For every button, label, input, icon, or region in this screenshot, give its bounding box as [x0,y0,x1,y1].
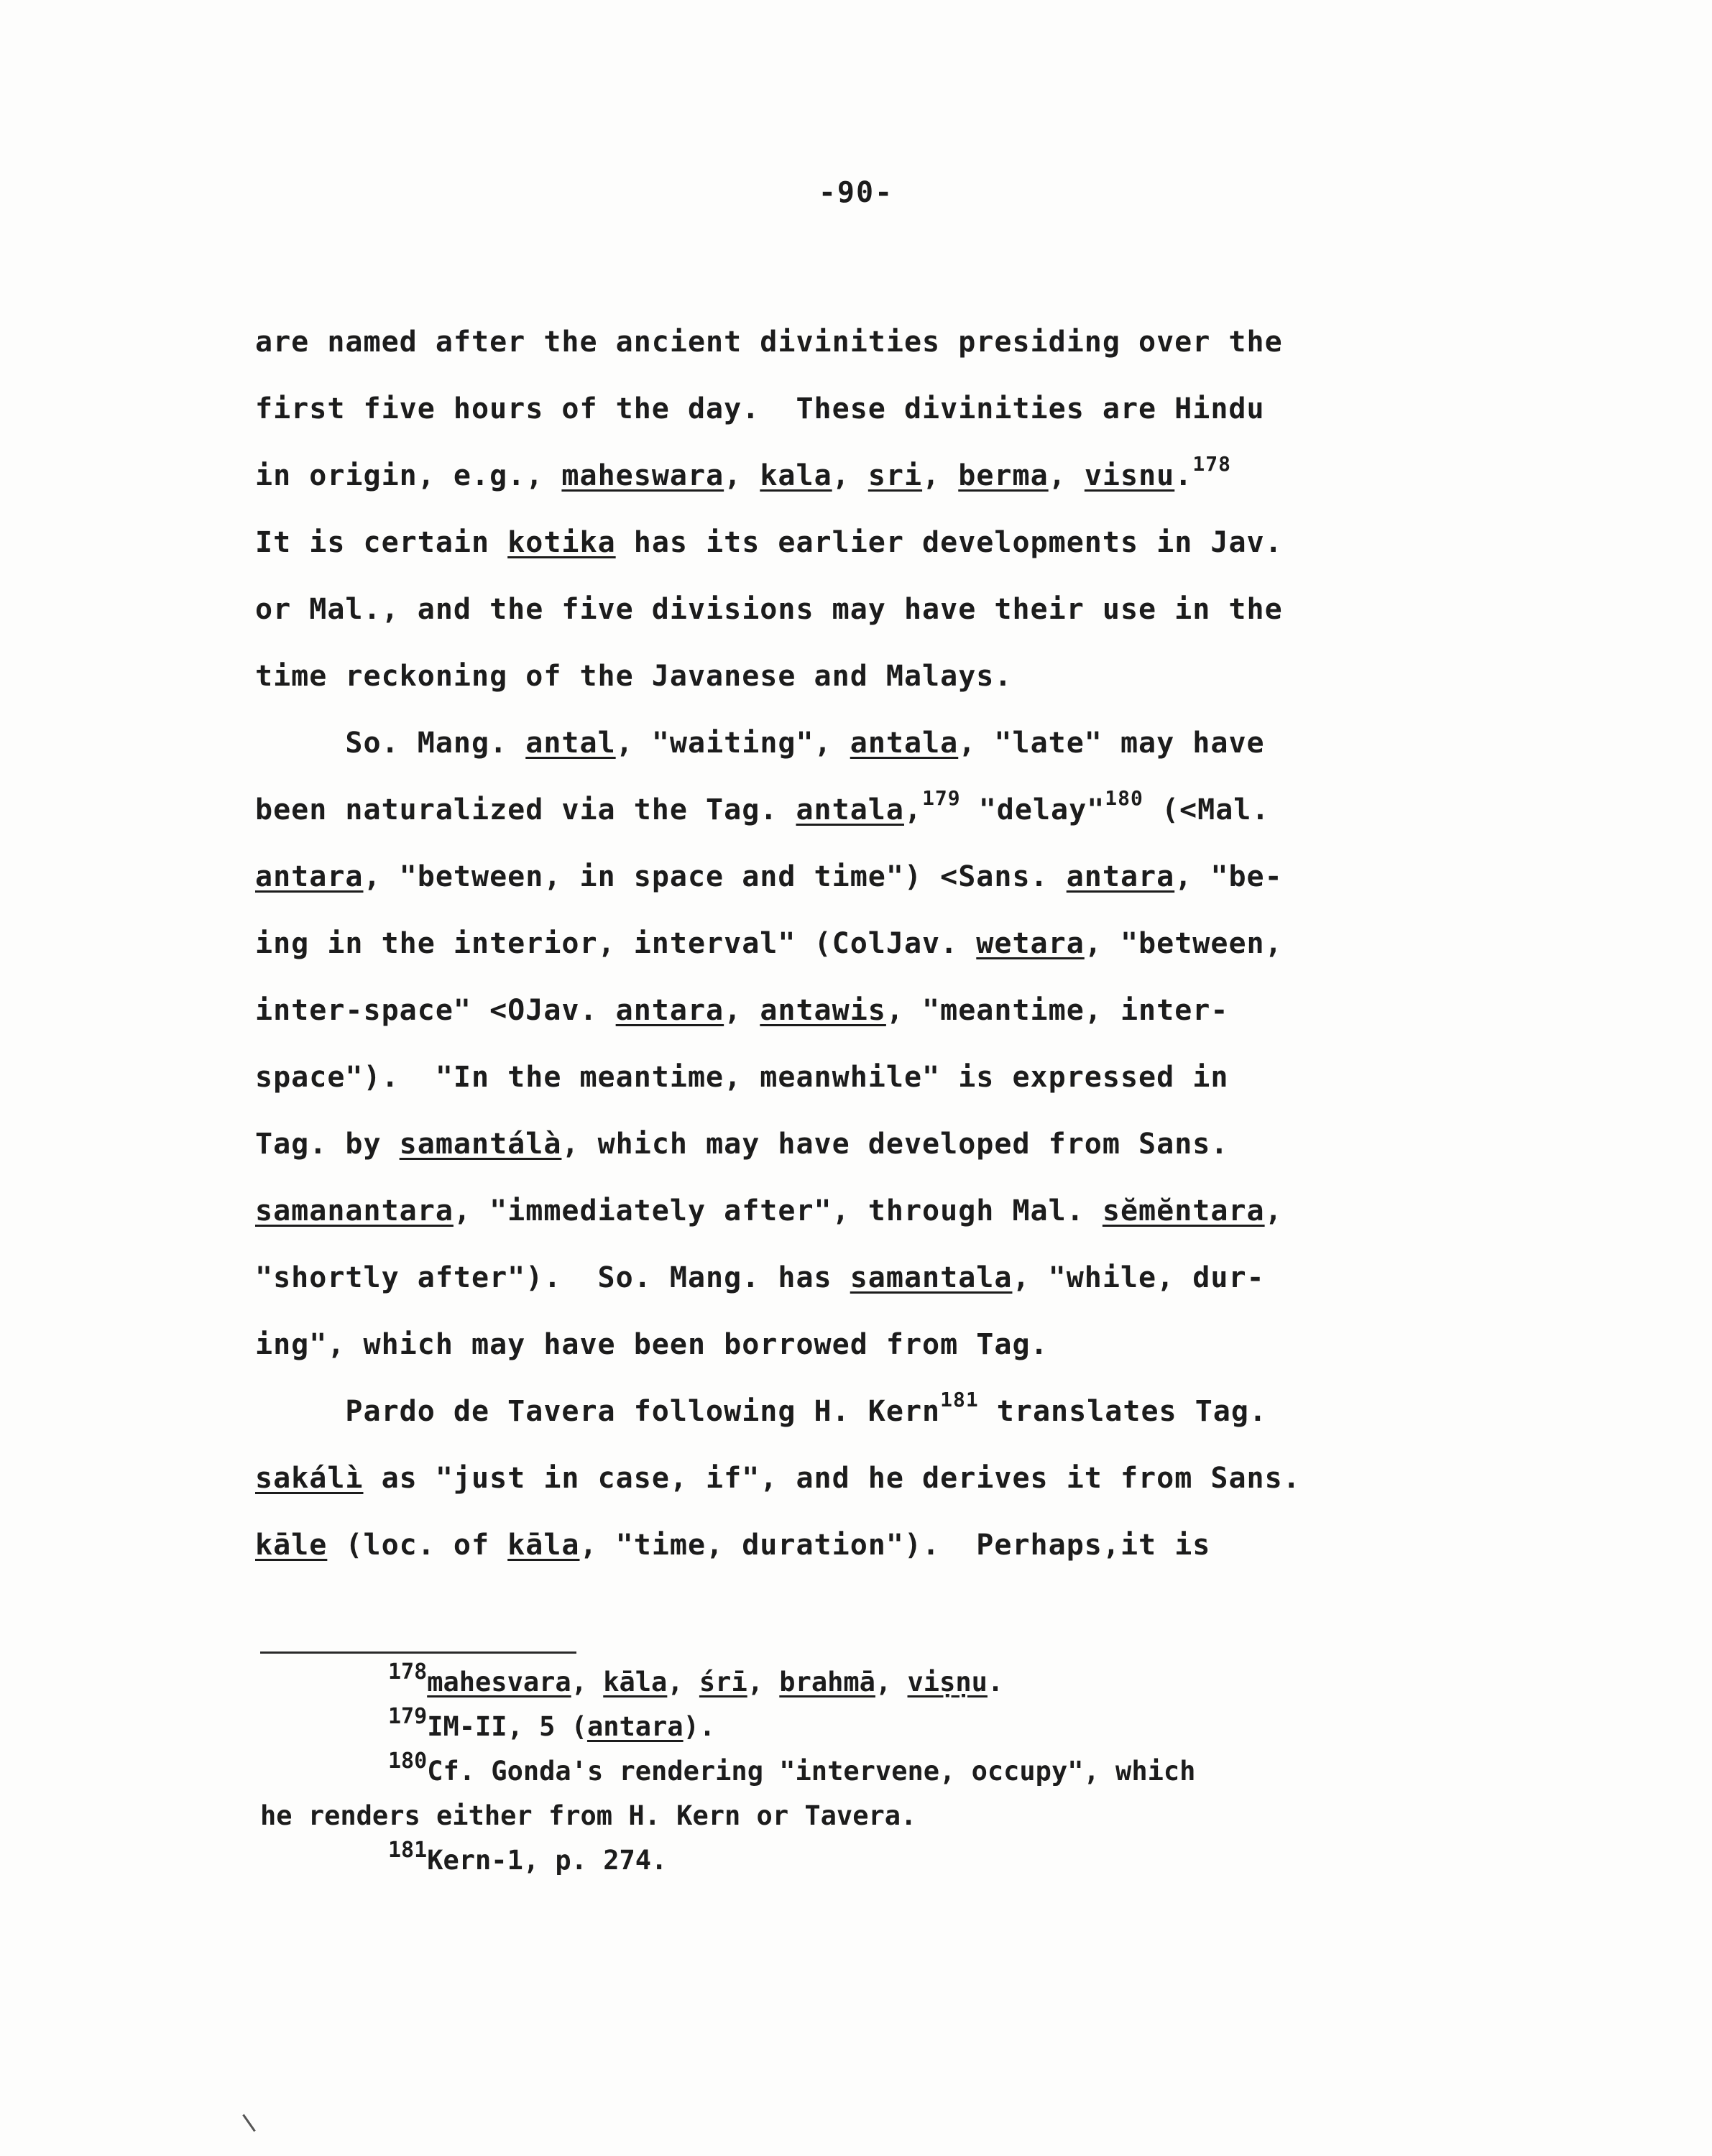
text-run: . [987,1667,1004,1697]
footnote-reference: 180 [1105,786,1143,810]
underlined-term: antal [525,727,616,760]
footnote-reference: 181 [940,1387,979,1411]
text-line [255,1111,1491,1178]
underlined-term: antara [1066,860,1175,893]
text-run: , [1048,459,1085,492]
underlined-term: samantálà [399,1128,562,1161]
text-run: Cf. Gonda's rendering "intervene, occupy", which [427,1756,1196,1787]
text-run: , [667,1667,699,1697]
text-line [255,710,1491,777]
footnote-reference: 180 [388,1748,428,1774]
text-run: first five hours of the day. These divinities are Hindu [255,392,1265,425]
text-run: are named after the ancient divinities presiding over the [255,326,1283,359]
underlined-term: kāle [255,1529,328,1562]
underlined-term: maheswara [561,459,724,492]
text-run: Tag. by [255,1128,400,1161]
footnotes [260,1660,1482,1883]
footnote-line [260,1749,1482,1794]
text-run: , "immediately after", through Mal. [453,1194,1103,1227]
text-run: translates Tag. [978,1395,1268,1428]
text-run: time reckoning of the Javanese and Malays. [255,660,1013,693]
underlined-term: berma [958,459,1049,492]
footnote-line [260,1660,1482,1705]
text-run: (loc. of [327,1529,508,1562]
text-run: he renders either from H. Kern or Tavera. [260,1800,917,1831]
footnote-line [260,1705,1482,1749]
text-line [255,777,1491,844]
text-run: . [1174,459,1193,492]
text-run: Kern-1, p. 274. [427,1845,668,1876]
underlined-term: wetara [976,927,1085,960]
footnote-separator-rule [260,1651,576,1654]
footnote-reference: 181 [388,1837,428,1863]
footnote-reference: 178 [388,1659,428,1685]
text-run: Pardo de Tavera following H. Kern [255,1395,941,1428]
text-line [255,1044,1491,1111]
text-run: It is certain [255,526,508,559]
underlined-term: antawis [760,994,886,1027]
text-run: , [724,459,760,492]
text-line [255,911,1491,977]
underlined-term: śrī [699,1667,747,1697]
text-line [255,576,1491,643]
underlined-term: sakálì [255,1462,364,1495]
text-run: has its earlier developments in Jav. [615,526,1283,559]
text-run: , "waiting", [615,727,850,760]
text-run: , "while, dur- [1012,1261,1265,1294]
underlined-term: sĕmĕntara [1102,1194,1265,1227]
footnote-reference: 179 [922,786,961,810]
text-line [255,844,1491,911]
text-run: been naturalized via the Tag. [255,793,796,826]
text-line [255,1178,1491,1245]
text-run: , [832,459,868,492]
text-run: , [1264,1194,1283,1227]
text-run: ing", which may have been borrowed from Tag. [255,1328,1049,1361]
text-line [255,510,1491,576]
text-run: , which may have developed from Sans. [561,1128,1229,1161]
underlined-term: samantala [850,1261,1013,1294]
text-line [255,443,1491,510]
underlined-term: brahmā [779,1667,875,1697]
text-run: , [922,459,959,492]
text-run: IM-II, 5 ( [427,1711,587,1742]
footnote-reference: 178 [1192,451,1231,476]
text-line [255,309,1491,376]
text-run: as "just in case, if", and he derives it from Sans. [363,1462,1301,1495]
underlined-term: antara [255,860,364,893]
text-run: (<Mal. [1143,793,1270,826]
body-paragraphs [255,309,1491,1579]
footnote-line [260,1838,1482,1883]
text-line [255,376,1491,443]
underlined-term: antala [850,727,959,760]
underlined-term: mahesvara [427,1667,571,1697]
text-run: inter-space" <OJav. [255,994,616,1027]
footnote-line [260,1794,1482,1838]
underlined-term: sri [867,459,923,492]
text-line [255,977,1491,1044]
text-run: "delay" [960,793,1105,826]
text-run: , [747,1667,780,1697]
text-run: or Mal., and the five divisions may have their use in the [255,593,1283,626]
text-run: space"). "In the meantime, meanwhile" is expressed in [255,1061,1229,1094]
underlined-term: visnu [1084,459,1175,492]
underlined-term: antara [615,994,724,1027]
text-line [255,1245,1491,1312]
underlined-term: kāla [603,1667,668,1697]
underlined-term: kāla [507,1529,580,1562]
underlined-term: kala [760,459,832,492]
text-run: ing in the interior, interval" (ColJav. [255,927,977,960]
underlined-term: antala [796,793,904,826]
text-run: , "be- [1174,860,1283,893]
text-run: , [875,1667,908,1697]
text-line [255,643,1491,710]
text-run: , "between, in space and time") <Sans. [363,860,1067,893]
text-run: , [903,793,923,826]
text-line [255,1312,1491,1378]
underlined-term: samanantara [255,1194,454,1227]
text-run: So. Mang. [255,727,526,760]
text-run: in origin, e.g., [255,459,562,492]
text-line [255,1512,1491,1579]
text-run: , "meantime, inter- [885,994,1229,1027]
text-run: , "between, [1084,927,1283,960]
underlined-term: kotika [507,526,616,559]
text-run: , "late" may have [958,727,1265,760]
underlined-term: viṣṇu [907,1667,988,1697]
text-run: "shortly after"). So. Mang. has [255,1261,850,1294]
text-run: , "time, duration"). Perhaps,it is [579,1529,1211,1562]
page-number: -90- [818,176,894,209]
text-line [255,1445,1491,1512]
text-run: , [571,1667,604,1697]
underlined-term: antara [586,1711,684,1742]
stray-pen-mark [242,2114,256,2132]
text-line [255,1378,1491,1445]
text-run: ). [683,1711,716,1742]
footnote-reference: 179 [388,1703,428,1729]
text-run: , [724,994,760,1027]
